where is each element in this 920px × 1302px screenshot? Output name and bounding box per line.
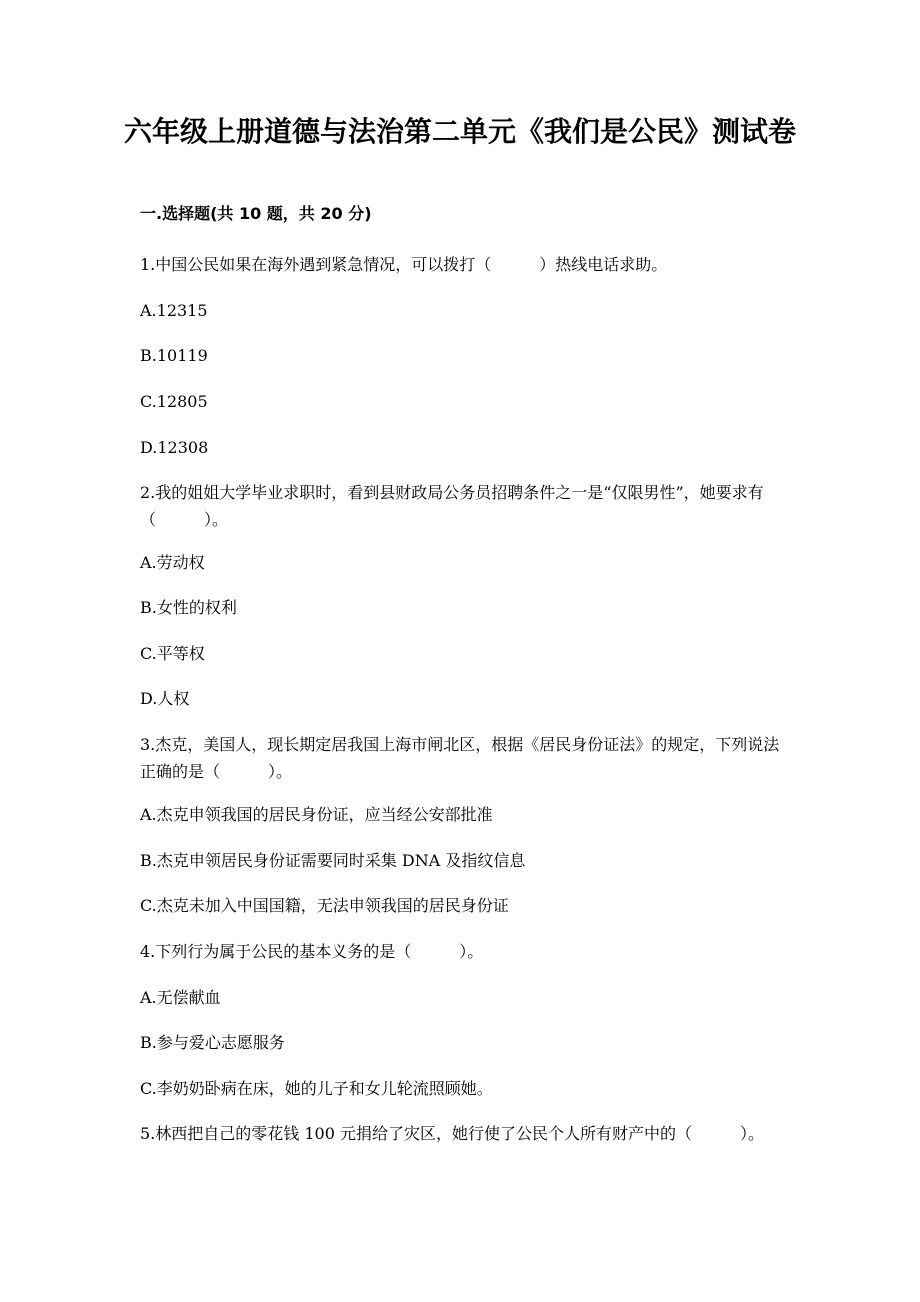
- question-4-option-a: A.无偿献血: [140, 988, 221, 1007]
- exam-title: 六年级上册道德与法治第二单元《我们是公民》测试卷: [123, 115, 796, 148]
- question-1-option-c: C.12805: [140, 392, 208, 411]
- question-1-option-a: A.12315: [140, 301, 208, 320]
- question-4-option-c: C.李奶奶卧病在床，她的儿子和女儿轮流照顾她。: [140, 1079, 493, 1098]
- question-2-stem: 2.我的姐姐大学毕业求职时，看到县财政局公务员招聘条件之一是“仅限男性”，她要求有（ ）。: [140, 483, 764, 529]
- question-1-option-d: D.12308: [140, 438, 209, 457]
- section-heading-multiple-choice: 一.选择题(共 10 题，共 20 分): [140, 204, 372, 223]
- question-2-option-b: B.女性的权利: [140, 598, 237, 617]
- question-5-stem: 5.林西把自己的零花钱 100 元捐给了灾区，她行使了公民个人所有财产中的（ ）。: [140, 1124, 764, 1143]
- question-3-option-a: A.杰克申领我国的居民身份证，应当经公安部批准: [140, 805, 493, 824]
- question-2-option-d: D.人权: [140, 689, 190, 708]
- question-3-option-c: C.杰克未加入中国国籍，无法申领我国的居民身份证: [140, 896, 509, 915]
- question-1-stem: 1.中国公民如果在海外遇到紧急情况，可以拨打（ ）热线电话求助。: [140, 255, 668, 274]
- question-2-option-c: C.平等权: [140, 644, 205, 663]
- question-1-option-b: B.10119: [140, 346, 208, 365]
- question-2-option-a: A.劳动权: [140, 553, 205, 572]
- question-4-option-b: B.参与爱心志愿服务: [140, 1033, 285, 1052]
- question-3-stem: 3.杰克，美国人，现长期定居我国上海市闸北区，根据《居民身份证法》的规定，下列说法正确的是（ ）。: [140, 735, 780, 781]
- question-3-option-b: B.杰克申领居民身份证需要同时采集 DNA 及指纹信息: [140, 851, 526, 870]
- question-4-stem: 4.下列行为属于公民的基本义务的是（ ）。: [140, 942, 484, 961]
